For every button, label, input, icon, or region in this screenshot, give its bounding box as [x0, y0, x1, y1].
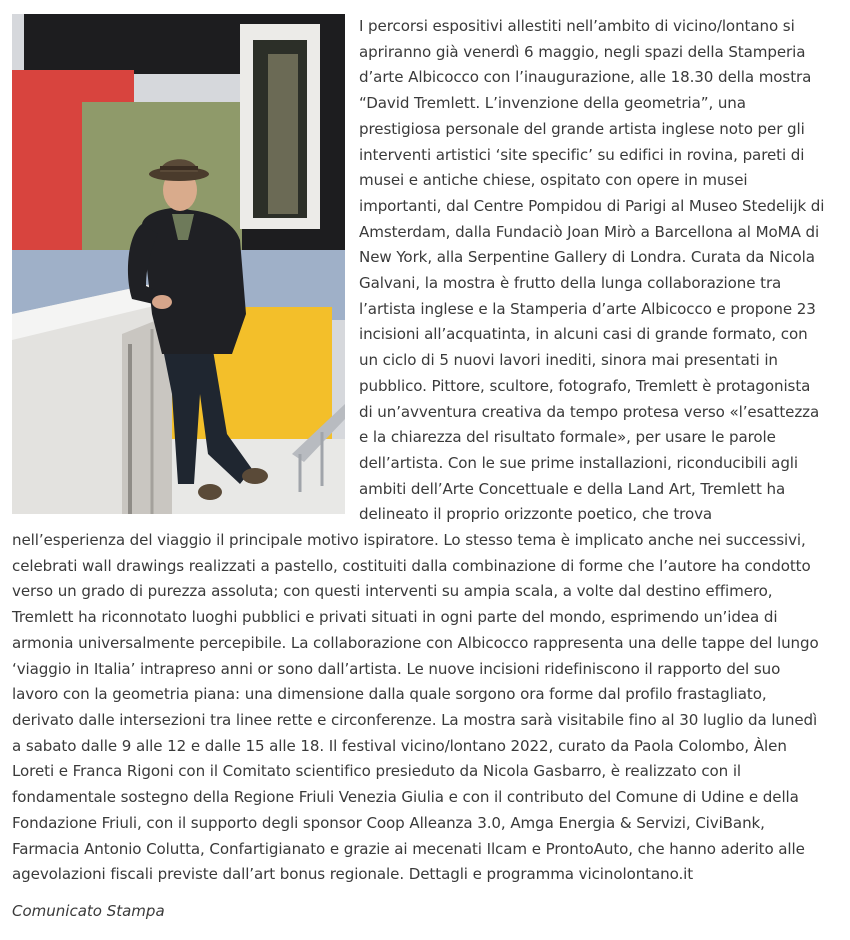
- artist-photo-illustration: [12, 14, 345, 514]
- article: [12, 14, 828, 888]
- artist-photo: [12, 14, 345, 514]
- signature: Comunicato Stampa: [12, 902, 165, 920]
- article-body: I percorsi espositivi allestiti nell’ambito di vicino/lontano si apriranno già venerdì 6 maggio, negli spazi della Stamperia d’arte Albicocco con l’inaugurazione, alle 18.30 della mostra “David Tremlett. L’invenzione della geometria”, una prestigiosa personale del grande artista inglese noto per gli interventi artistici ‘site specific’ su edifici in rovina, pareti di musei e antiche chiese, ospitato con opere in musei importanti, dal Centre Pompidou di Parigi al Museo Stedelijk di Amsterdam, dalla Fundaciò Joan Mirò a Barcellona al MoMA di New York, alla Serpentine Gallery di Londra. Curata da Nicola Galvani, la mostra è frutto della lunga collaborazione tra l’artista inglese e la Stamperia d’arte Albicocco e propone 23 incisioni all’acquatinta, in alcuni casi di grande formato, con un ciclo di 5 nuovi lavori inediti, sinora mai presentati in pubblico. Pittore, scultore, fotografo, Tremlett è protagonista di un’avventura creativa da tempo protesa verso «l’esattezza e la chiarezza del risultato formale», per usare le parole dell’artista. Con le sue prime installazioni, riconducibili agli ambiti dell’Arte Concettuale e della Land Art, Tremlett ha delineato il proprio orizzonte poetico, che trova nell’esperienza del viaggio il principale motivo ispiratore. Lo stesso tema è implicato anche nei successivi, celebrati wall drawings realizzati a pastello, costituiti dalla combinazione di forme che l’autore ha condotto verso un grado di purezza assoluta; con questi interventi su ampia scala, a volte dal destino effimero, Tremlett ha riconnotato luoghi pubblici e privati situati in ogni parte del mondo, esprimendo un’idea di armonia universalmente percepibile. La collaborazione con Albicocco rappresenta una delle tappe del lungo ‘viaggio in Italia’ intrapreso anni or sono dall’artista. Le nuove incisioni ridefiniscono il rapporto del suo lavoro con la geometria piana: una dimensione dalla quale sorgono ora forme dal profilo frastagliato, derivato dalle intersezioni tra linee rette e circonferenze. La mostra sarà visitabile fino al 30 luglio da lunedì a sabato dalle 9 alle 12 e dalle 15 alle 18. Il festival vicino/lontano 2022, curato da Paola Colombo, Àlen Loreti e Franca Rigoni con il Comitato scientifico presieduto da Nicola Gasbarro, è realizzato con il fondamentale sostegno della Regione Friuli Venezia Giulia e con il contributo del Comune di Udine e della Fondazione Friuli, con il supporto degli sponsor Coop Alleanza 3.0, Amga Energia & Servizi, CiviBank, Farmacia Antonio Colutta, Confartigianato e grazie ai mecenati Ilcam e ProntoAuto, che hanno aderito alle agevolazioni fiscali previste dall’art bonus regionale. Dettagli e programma vicinolontano.it: [12, 17, 825, 884]
